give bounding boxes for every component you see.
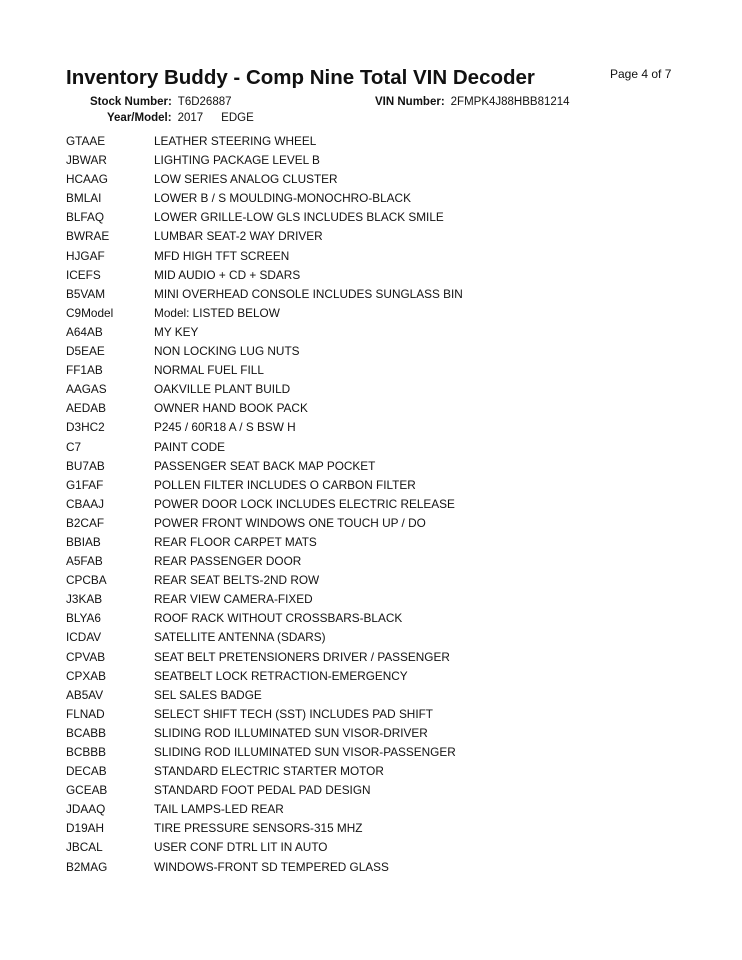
option-description: LOW SERIES ANALOG CLUSTER (154, 172, 338, 187)
option-row (66, 247, 706, 266)
option-row (66, 476, 706, 495)
option-description: REAR FLOOR CARPET MATS (154, 534, 317, 549)
option-code: FF1AB (66, 363, 103, 378)
option-code: D19AH (66, 821, 105, 836)
option-code: JDAAQ (66, 802, 106, 817)
option-row (66, 838, 706, 857)
option-description: POWER FRONT WINDOWS ONE TOUCH UP / DO (154, 515, 426, 530)
option-row (66, 762, 706, 781)
option-row (66, 858, 706, 877)
option-code: JBWAR (66, 153, 107, 168)
option-row (66, 609, 706, 628)
option-code: BU7AB (66, 458, 105, 473)
option-description: SLIDING ROD ILLUMINATED SUN VISOR-PASSENGER (154, 745, 456, 759)
option-code: A5FAB (66, 554, 103, 569)
option-code: B2MAG (66, 859, 108, 874)
option-code: HCAAG (66, 172, 108, 187)
option-description: STANDARD FOOT PEDAL PAD DESIGN (154, 783, 371, 798)
option-row (66, 552, 706, 571)
option-description: POWER DOOR LOCK INCLUDES ELECTRIC RELEASE (154, 496, 455, 511)
option-row (66, 533, 706, 552)
option-description: SELECT SHIFT TECH (SST) INCLUDES PAD SHIFT (154, 706, 434, 721)
option-row (66, 457, 706, 476)
option-row (66, 266, 706, 285)
option-description: Model: LISTED BELOW (154, 305, 280, 320)
document-title: Inventory Buddy - Comp Nine Total VIN Decoder (66, 66, 535, 89)
option-description: MID AUDIO + CD + SDARS (154, 267, 301, 282)
option-row (66, 781, 706, 800)
option-code: BCBBB (66, 745, 106, 759)
option-code: BWRAE (66, 229, 110, 244)
option-code: AAGAS (66, 382, 107, 397)
option-code: D5EAE (66, 344, 105, 359)
option-row (66, 819, 706, 838)
option-description: OWNER HAND BOOK PACK (154, 401, 308, 416)
option-row (66, 285, 706, 304)
year-value: 2017 (177, 112, 204, 124)
option-row (66, 705, 706, 724)
option-code: BBIAB (66, 534, 101, 549)
option-description: WINDOWS-FRONT SD TEMPERED GLASS (154, 859, 389, 874)
option-description: STANDARD ELECTRIC STARTER MOTOR (154, 764, 384, 779)
option-description: PAINT CODE (154, 439, 226, 454)
option-code: GTAAE (66, 134, 106, 148)
year-model-label: Year/Model: (107, 112, 172, 124)
option-code: CPVAB (66, 649, 106, 664)
option-description: LIGHTING PACKAGE LEVEL B (154, 153, 320, 168)
option-code: BMLAI (66, 191, 102, 206)
option-description: SLIDING ROD ILLUMINATED SUN VISOR-DRIVER (154, 725, 428, 740)
option-code: AB5AV (66, 687, 104, 702)
option-code: C9Model (66, 305, 114, 320)
option-code: ICEFS (66, 267, 101, 282)
option-description: NON LOCKING LUG NUTS (154, 344, 300, 359)
option-description: NORMAL FUEL FILL (154, 363, 264, 378)
option-description: TIRE PRESSURE SENSORS-315 MHZ (154, 821, 363, 836)
option-description: USER CONF DTRL LIT IN AUTO (154, 840, 328, 855)
option-code: CPXAB (66, 668, 106, 683)
stock-number-line (90, 96, 232, 108)
option-row (66, 323, 706, 342)
option-description: MY KEY (154, 324, 199, 339)
option-row (66, 743, 706, 762)
option-code: ICDAV (66, 630, 102, 645)
option-code: GCEAB (66, 783, 108, 798)
option-row (66, 151, 706, 170)
option-code: HJGAF (66, 248, 105, 263)
option-code: AEDAB (66, 401, 106, 416)
option-description: LOWER GRILLE-LOW GLS INCLUDES BLACK SMILE (154, 210, 444, 225)
option-description: TAIL LAMPS-LED REAR (154, 802, 284, 817)
option-row (66, 495, 706, 514)
option-code: B5VAM (66, 286, 106, 301)
option-description: P245 / 60R18 A / S BSW H (154, 420, 296, 435)
option-code: BLYA6 (66, 611, 101, 626)
option-row (66, 514, 706, 533)
option-row (66, 590, 706, 609)
option-code: CBAAJ (66, 496, 105, 511)
option-row (66, 361, 706, 380)
option-row (66, 380, 706, 399)
vin-number-label: VIN Number: (375, 96, 445, 108)
option-description: SEAT BELT PRETENSIONERS DRIVER / PASSENGER (154, 649, 450, 664)
option-code: J3KAB (66, 592, 103, 607)
option-row (66, 304, 706, 323)
stock-number-label: Stock Number: (90, 96, 172, 108)
option-row (66, 132, 706, 151)
page-number: Page 4 of 7 (610, 67, 672, 81)
option-description: ROOF RACK WITHOUT CROSSBARS-BLACK (154, 611, 403, 626)
option-description: OAKVILLE PLANT BUILD (154, 382, 291, 397)
option-description: MFD HIGH TFT SCREEN (154, 248, 290, 263)
option-code: CPCBA (66, 573, 107, 588)
option-row (66, 571, 706, 590)
option-description: PASSENGER SEAT BACK MAP POCKET (154, 458, 376, 473)
option-description: MINI OVERHEAD CONSOLE INCLUDES SUNGLASS BIN (154, 286, 463, 301)
option-description: LUMBAR SEAT-2 WAY DRIVER (154, 229, 323, 244)
stock-number-value: T6D26887 (177, 96, 232, 108)
option-code: JBCAL (66, 840, 103, 855)
option-row (66, 686, 706, 705)
option-code: C7 (66, 439, 82, 454)
option-description: REAR SEAT BELTS-2ND ROW (154, 573, 320, 588)
option-row (66, 418, 706, 437)
option-row (66, 438, 706, 457)
year-model-line (107, 112, 254, 124)
option-code: A64AB (66, 324, 103, 339)
option-code-list (66, 132, 706, 877)
option-description: LEATHER STEERING WHEEL (154, 134, 317, 148)
option-row (66, 648, 706, 667)
option-code: B2CAF (66, 515, 105, 530)
option-description: LOWER B / S MOULDING-MONOCHRO-BLACK (154, 191, 411, 206)
option-code: FLNAD (66, 706, 105, 721)
option-row (66, 800, 706, 819)
option-code: G1FAF (66, 477, 104, 492)
option-code: BLFAQ (66, 210, 105, 225)
model-value: EDGE (221, 112, 254, 124)
option-row (66, 628, 706, 647)
option-row (66, 667, 706, 686)
option-row (66, 724, 706, 743)
option-description: SEL SALES BADGE (154, 687, 262, 702)
option-description: REAR VIEW CAMERA-FIXED (154, 592, 313, 607)
option-code: D3HC2 (66, 420, 105, 435)
option-row (66, 189, 706, 208)
option-description: POLLEN FILTER INCLUDES O CARBON FILTER (154, 477, 416, 492)
option-code: DECAB (66, 764, 107, 779)
option-description: SEATBELT LOCK RETRACTION-EMERGENCY (154, 668, 408, 683)
option-code: BCABB (66, 725, 106, 740)
option-row (66, 227, 706, 246)
option-description: SATELLITE ANTENNA (SDARS) (154, 630, 326, 645)
option-description: REAR PASSENGER DOOR (154, 554, 302, 569)
option-row (66, 342, 706, 361)
vin-number-value: 2FMPK4J88HBB81214 (450, 96, 570, 108)
option-row (66, 170, 706, 189)
option-row (66, 399, 706, 418)
option-row (66, 208, 706, 227)
vin-number-line (375, 96, 570, 108)
